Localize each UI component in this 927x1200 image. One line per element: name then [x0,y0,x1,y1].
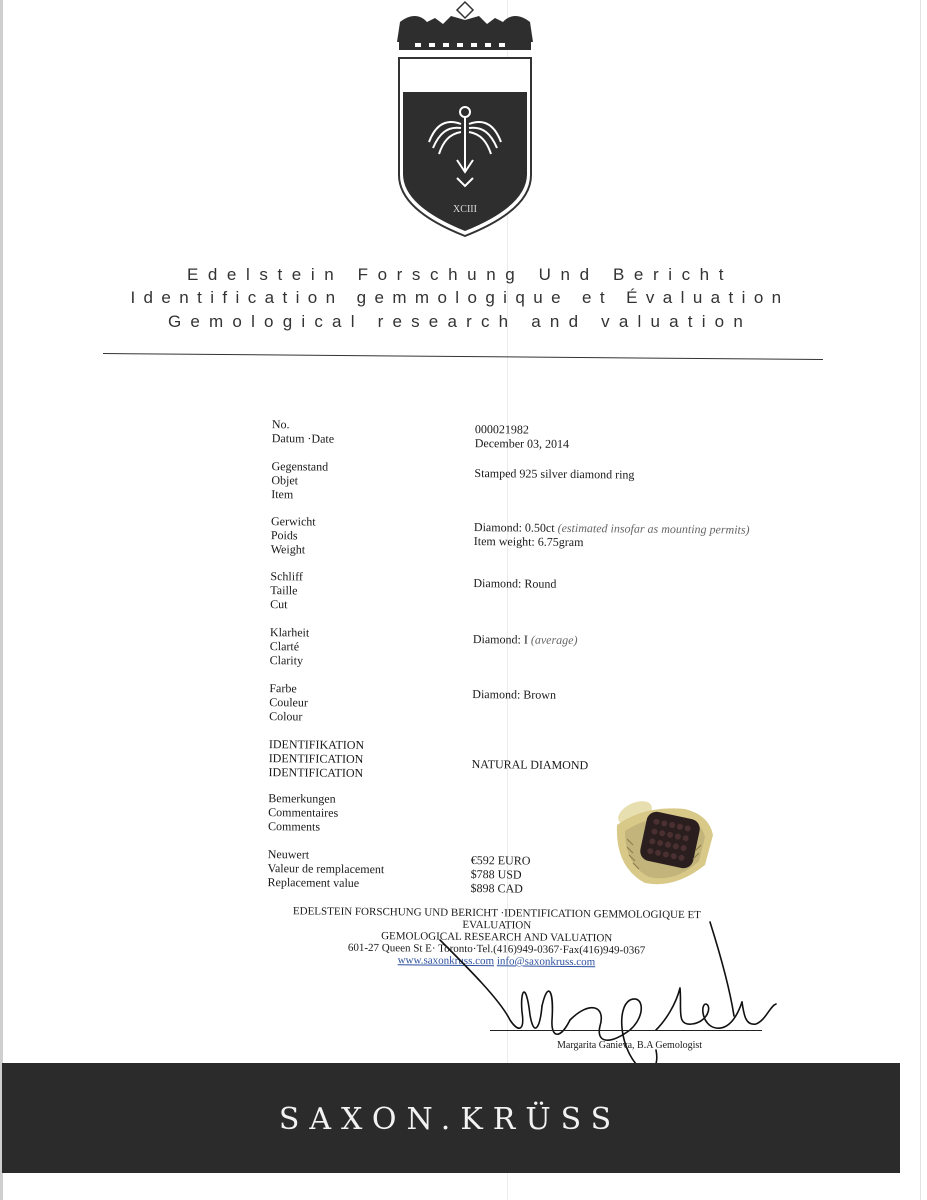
label-item-de: Gegenstand [271,459,329,474]
company-address-line: 601-27 Queen St E· Toronto·Tel.(416)949-0367·Fax(416)949-0367 [347,941,646,957]
label-identification-en: IDENTIFICATION [268,765,364,781]
label-comments-en: Comments [268,819,321,834]
label-value-de: Neuwert [267,847,310,862]
label-weight-fr: Poids [270,528,298,543]
label-colour-en: Colour [269,709,303,724]
label-value-fr: Valeur de remplacement [267,861,385,877]
value-identification: NATURAL DIAMOND [471,757,589,773]
label-cut-fr: Taille [270,583,298,598]
value-date: December 03, 2014 [474,436,570,451]
signature-line [490,1030,762,1031]
label-colour-fr: Couleur [269,695,309,710]
label-weight-de: Gerwicht [270,514,316,529]
brand-name: SAXON.KRÜSS [278,1102,622,1137]
label-identification-de: IDENTIFIKATION [268,737,365,753]
header-line-german: Edelstein Forschung Und Bericht [186,265,734,284]
label-item-fr: Objet [271,473,299,488]
label-cut-de: Schliff [270,569,303,584]
label-no: No. [271,417,290,432]
header-line-english: Gemological research and valuation [167,312,752,331]
header-line-french: Identification gemmologique et Évaluation [130,288,790,307]
value-usd: $788 USD [470,867,522,882]
company-name-line: EDELSTEIN FORSCHUNG UND BERICHT ·IDENTIFICATION GEMMOLOGIQUE ET EVALUATION [292,905,701,932]
page-edge-right [920,0,921,1200]
value-cut: Diamond: Round [473,576,557,591]
signatory-name: Margarita Ganieva, B.A Gemologist [557,1040,703,1051]
crest-logo [385,0,545,240]
value-clarity [473,632,578,647]
header-divider [103,353,823,360]
page-edge [0,0,3,1200]
website-link[interactable]: www.saxonkruss.com [397,954,495,968]
value-cad: $898 CAD [470,881,523,896]
label-identification-fr: IDENTIFICATION [268,751,364,767]
email-link[interactable]: info@saxonkruss.com [496,955,596,969]
label-clarity-en: Clarity [269,653,304,668]
label-clarity-fr: Clarté [269,639,300,654]
value-report-number: 000021982 [474,422,529,437]
value-colour: Diamond: Brown [472,687,557,702]
label-weight-en: Weight [270,542,306,557]
label-comments-fr: Commentaires [268,805,339,820]
value-euro: €592 EURO [470,853,531,868]
value-diamond-weight-text: Diamond: 0.50ct [473,520,555,535]
value-item-weight: Item weight: 6.75gram [473,534,584,550]
report-fields [255,417,800,902]
label-item-en: Item [271,487,294,502]
label-cut-en: Cut [270,597,288,612]
ring-photo [605,795,715,890]
value-clarity-text: Diamond: I [472,632,528,647]
label-date: Datum ·Date [271,431,335,446]
label-clarity-de: Klarheit [269,625,310,640]
clarity-note: (average) [530,632,578,648]
label-value-en: Replacement value [267,875,360,890]
company-subtitle-line: GEMOLOGICAL RESEARCH AND VALUATION [381,930,613,945]
crest-numeral: XCIII [453,204,477,215]
weight-note: (estimated insofar as mounting permits) [557,520,750,537]
handwritten-signature [430,920,790,1080]
label-comments-de: Bemerkungen [268,791,336,806]
value-item: Stamped 925 silver diamond ring [474,466,635,482]
label-colour-de: Farbe [269,681,297,696]
